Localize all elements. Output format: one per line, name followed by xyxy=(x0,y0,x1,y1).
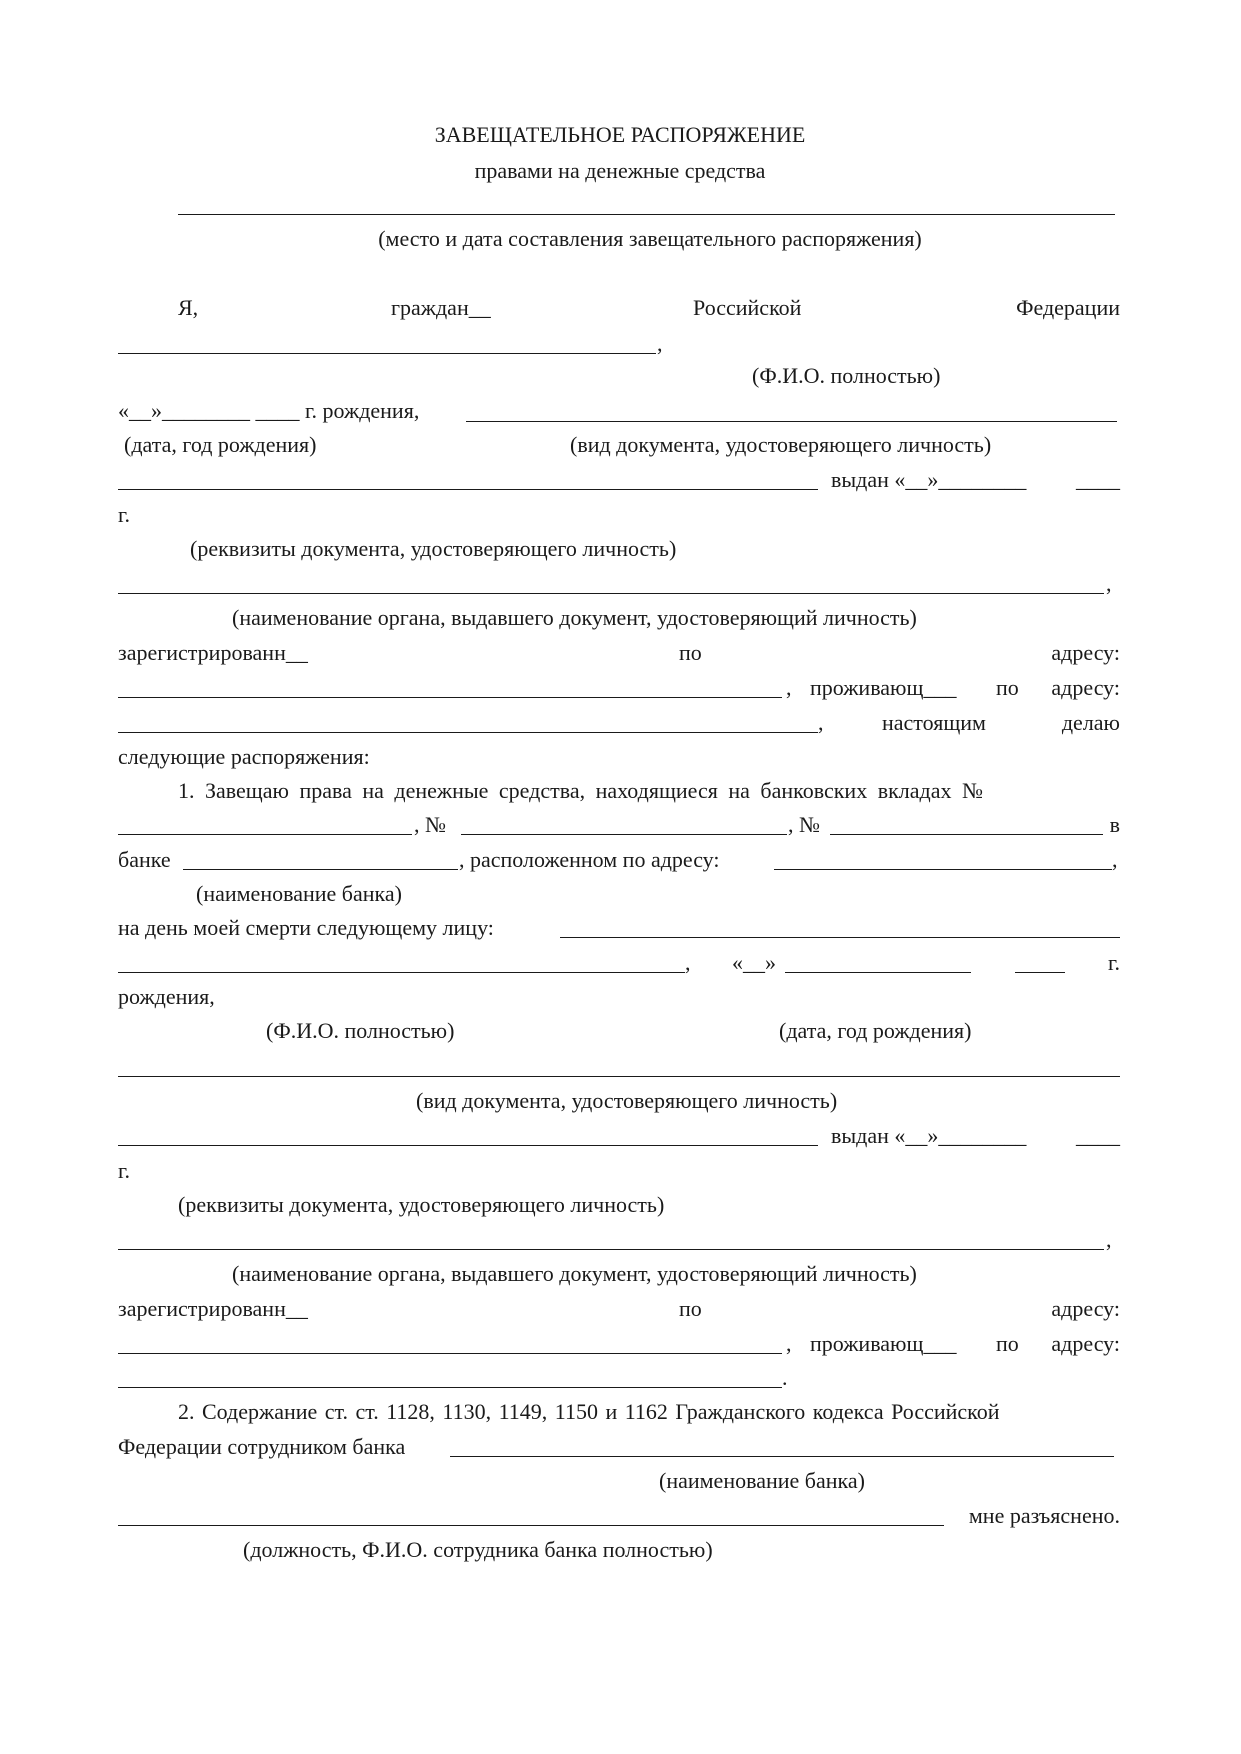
testator-registered: зарегистрированн__ xyxy=(118,640,308,665)
deposit-2-label: , № xyxy=(414,812,446,837)
item2-text: 2. Содержание ст. ст. 1128, 1130, 1149, 1150 и 1162 Гражданского кодекса Российской xyxy=(178,1399,1000,1424)
item1-in: в xyxy=(1109,812,1120,837)
testator-fio-caption: (Ф.И.О. полностью) xyxy=(752,363,941,388)
testator-issuer-caption: (наименование органа, выдавшего документ, удостоверяющий личность) xyxy=(232,605,917,630)
testator-residing-comma: , xyxy=(786,675,792,700)
intro-citizen: граждан__ xyxy=(391,295,491,320)
deposit-3-line[interactable] xyxy=(830,834,1103,835)
intro-russian: Российской xyxy=(693,295,802,320)
heir-line[interactable] xyxy=(560,937,1120,938)
bank-employee-line[interactable] xyxy=(118,1525,944,1526)
item1-end-comma: , xyxy=(1112,847,1118,872)
testator-doc-caption: (вид документа, удостоверяющего личность) xyxy=(570,432,992,457)
heir-residing-po: по xyxy=(996,1331,1019,1356)
deposit-1-line[interactable] xyxy=(118,834,412,835)
deposit-3-label: , № xyxy=(788,812,820,837)
heir-residing-address: адресу: xyxy=(1051,1331,1120,1356)
testator-birth-line: «__»________ ____ г. рождения, xyxy=(118,398,420,423)
intro-federation: Федерации xyxy=(1016,295,1120,320)
heir-issuer-comma: , xyxy=(1106,1227,1112,1252)
heir-doc-type-line[interactable] xyxy=(118,1076,1120,1077)
following-orders: следующие распоряжения: xyxy=(118,744,370,769)
testator-doc-type-line[interactable] xyxy=(466,421,1117,422)
heir-fio-line[interactable] xyxy=(118,972,685,973)
heir-residing-comma: , xyxy=(786,1331,792,1356)
heir-birth-date-line[interactable] xyxy=(785,972,971,973)
testator-make: делаю xyxy=(1061,710,1120,735)
item2-explained: мне разъяснено. xyxy=(968,1503,1120,1528)
place-date-line[interactable] xyxy=(178,214,1115,215)
testator-doc-details-line[interactable] xyxy=(118,489,818,490)
item1-bank-label: банке xyxy=(118,847,171,872)
item2-employee-caption: (должность, Ф.И.О. сотрудника банка полностью) xyxy=(243,1537,713,1562)
heir-period: . xyxy=(782,1365,788,1390)
item2-federation: Федерации сотрудником банка xyxy=(118,1434,406,1459)
testator-year-g: г. xyxy=(118,502,131,527)
item2-bank-line[interactable] xyxy=(450,1456,1114,1457)
intro-ya: Я, xyxy=(178,295,199,320)
bank-name-line[interactable] xyxy=(183,869,458,870)
document-title: ЗАВЕЩАТЕЛЬНОЕ РАСПОРЯЖЕНИЕ xyxy=(434,122,806,147)
testator-issuer-line[interactable] xyxy=(118,593,1104,594)
heir-doc-details-line[interactable] xyxy=(118,1145,818,1146)
heir-birth-quote: «__» xyxy=(732,950,776,975)
heir-doc-caption: (вид документа, удостоверяющего личность) xyxy=(416,1088,838,1113)
heir-registered-address-line[interactable] xyxy=(118,1353,782,1354)
testator-residing-address-line[interactable] xyxy=(118,732,818,733)
heir-issued-year: ____ xyxy=(1076,1123,1120,1148)
testator-registered-address: адресу: xyxy=(1051,640,1120,665)
testator-birth-caption: (дата, год рождения) xyxy=(124,432,317,457)
heir-birth-word: рождения, xyxy=(118,984,215,1009)
heir-fio-caption: (Ф.И.О. полностью) xyxy=(266,1018,455,1043)
testator-registered-address-line[interactable] xyxy=(118,697,782,698)
testator-hereby: настоящим xyxy=(882,710,986,735)
testator-doc-details-caption: (реквизиты документа, удостоверяющего личность) xyxy=(190,536,677,561)
heir-year-g: г. xyxy=(1107,950,1120,975)
heir-comma: , xyxy=(685,950,691,975)
heir-doc-details-caption: (реквизиты документа, удостоверяющего личность) xyxy=(178,1192,665,1217)
heir-issued: выдан «__»________ xyxy=(831,1123,1027,1148)
testator-tail-comma: , xyxy=(818,710,824,735)
heir-issuer-caption: (наименование органа, выдавшего документ, удостоверяющий личность) xyxy=(232,1261,917,1286)
heir-registered-address: адресу: xyxy=(1051,1296,1120,1321)
item1-bank-caption: (наименование банка) xyxy=(196,881,402,906)
item1-death-day: на день моей смерти следующему лицу: xyxy=(118,915,494,940)
deposit-2-line[interactable] xyxy=(461,834,787,835)
testator-residing-address: адресу: xyxy=(1051,675,1120,700)
testator-issued-year: ____ xyxy=(1076,467,1120,492)
heir-registered: зарегистрированн__ xyxy=(118,1296,308,1321)
testator-registered-po: по xyxy=(679,640,702,665)
testator-issuer-comma: , xyxy=(1106,571,1112,596)
item2-bank-caption: (наименование банка) xyxy=(659,1468,865,1493)
heir-birth-year-line[interactable] xyxy=(1015,972,1065,973)
bank-address-line[interactable] xyxy=(774,869,1112,870)
heir-residing-address-line[interactable] xyxy=(118,1387,782,1388)
testator-residing: проживающ___ xyxy=(810,675,957,700)
testator-fio-comma: , xyxy=(657,331,663,356)
heir-residing: проживающ___ xyxy=(810,1331,957,1356)
testator-fio-line[interactable] xyxy=(118,353,656,354)
heir-registered-po: по xyxy=(679,1296,702,1321)
place-date-caption: (место и дата составления завещательного распоряжения) xyxy=(378,226,922,251)
testator-issued: выдан «__»________ xyxy=(831,467,1027,492)
item1-text: 1. Завещаю права на денежные средства, находящиеся на банковских вкладах № xyxy=(178,778,983,803)
testator-residing-po: по xyxy=(996,675,1019,700)
heir-g: г. xyxy=(118,1158,131,1183)
document-subtitle: правами на денежные средства xyxy=(474,158,766,183)
heir-birth-caption: (дата, год рождения) xyxy=(779,1018,972,1043)
heir-issuer-line[interactable] xyxy=(118,1249,1104,1250)
item1-located: , расположенном по адресу: xyxy=(459,847,720,872)
